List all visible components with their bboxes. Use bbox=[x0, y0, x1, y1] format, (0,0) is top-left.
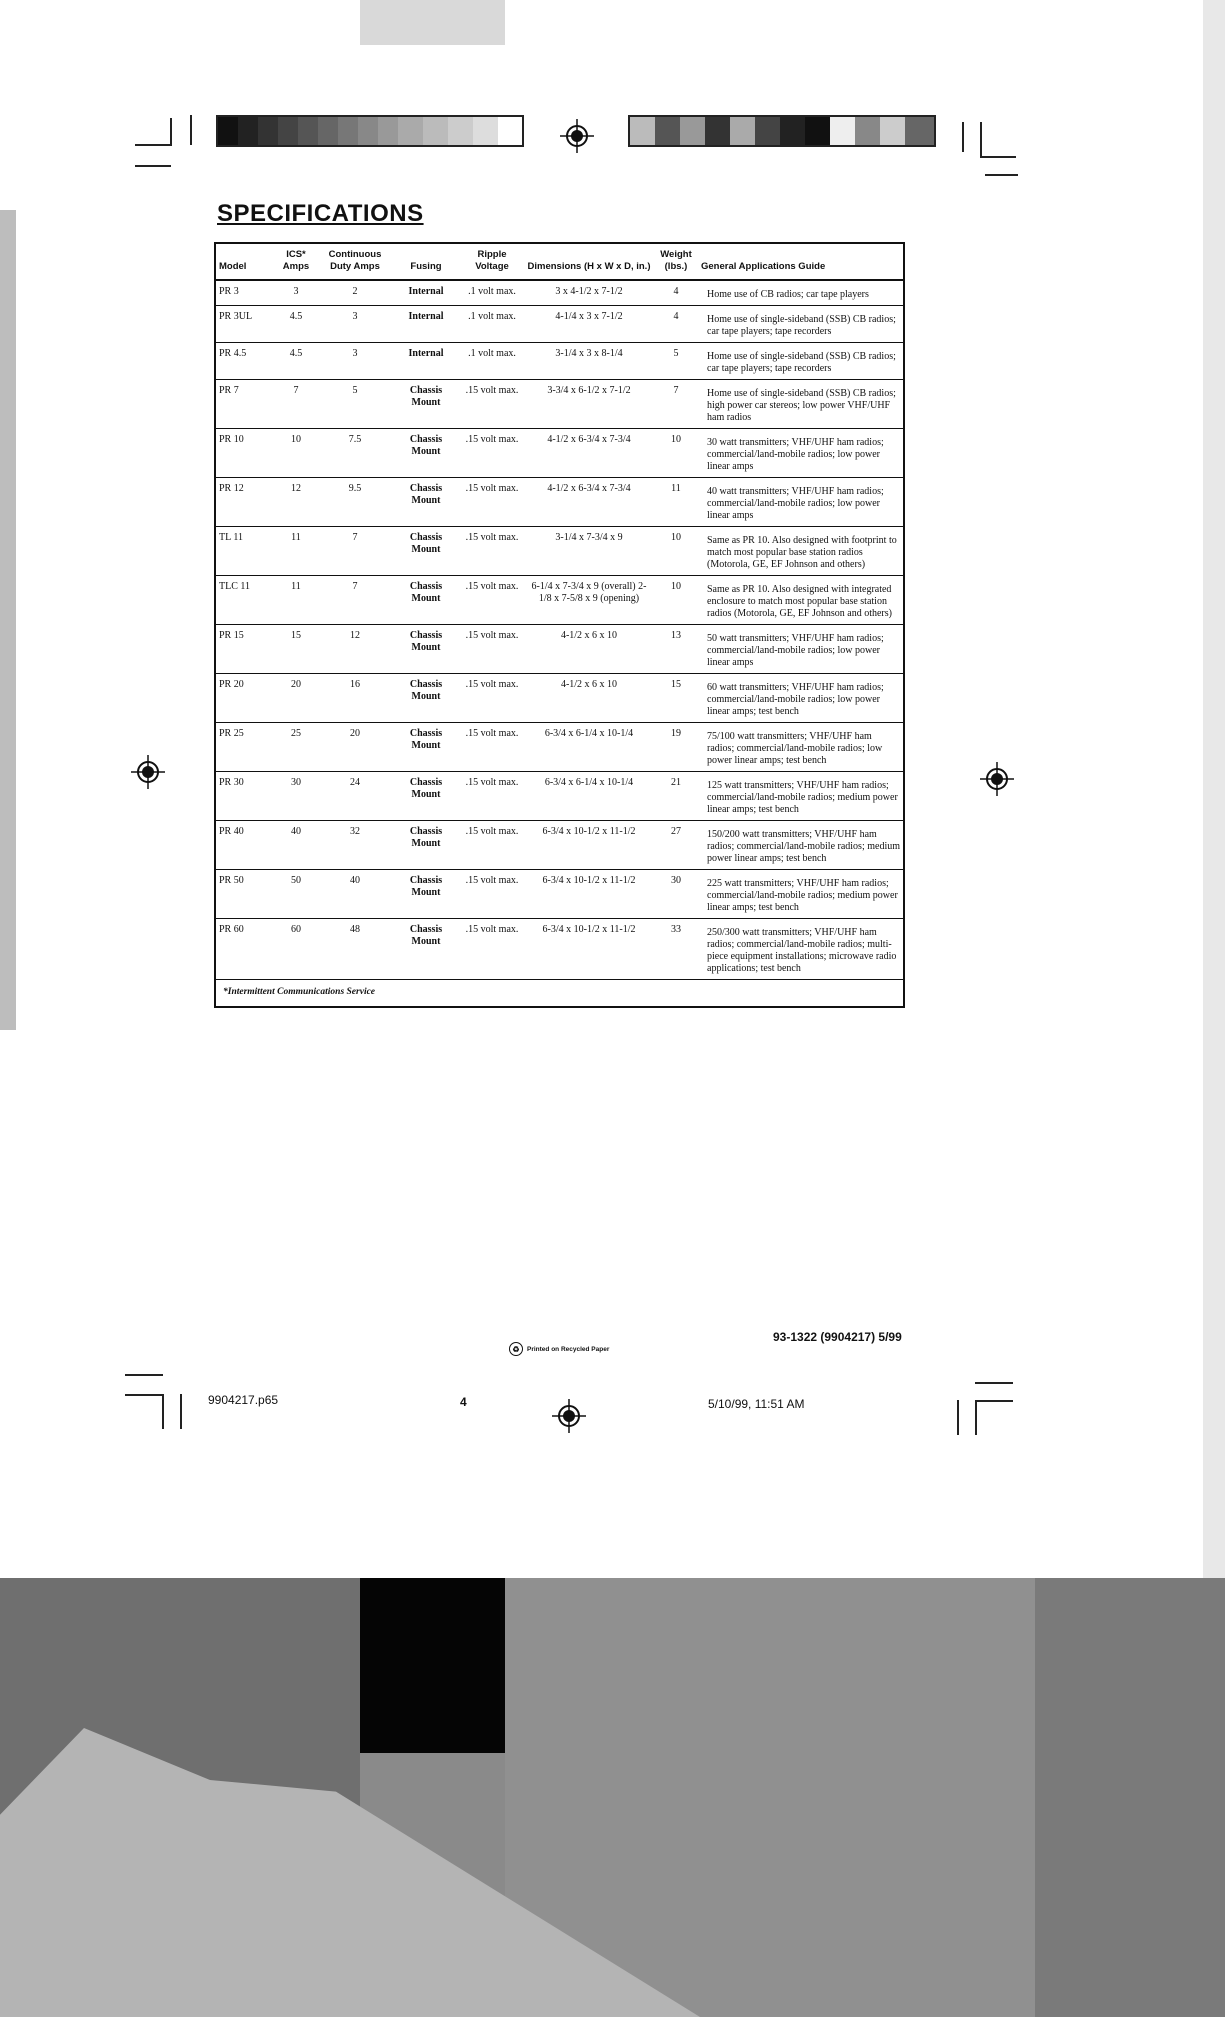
crop-mark bbox=[162, 1394, 164, 1429]
table-cell-dimensions: 4-1/2 x 6 x 10 bbox=[524, 625, 654, 674]
table-cell-dimensions: 3-3/4 x 6-1/2 x 7-1/2 bbox=[524, 380, 654, 429]
table-cell-ics: 30 bbox=[274, 772, 318, 821]
table-cell-guide: 125 watt transmitters; VHF/UHF ham radios; commercial/land-mobile radios; medium power linear amps; test bench bbox=[698, 772, 904, 821]
table-cell-ripple: .15 volt max. bbox=[460, 527, 524, 576]
table-cell-continuous: 5 bbox=[318, 380, 392, 429]
table-cell-ripple: .15 volt max. bbox=[460, 380, 524, 429]
table-cell-continuous: 24 bbox=[318, 772, 392, 821]
table-cell-dimensions: 4-1/2 x 6-3/4 x 7-3/4 bbox=[524, 478, 654, 527]
crop-mark bbox=[975, 1400, 977, 1435]
scanner-background bbox=[0, 1578, 1225, 2017]
crop-mark bbox=[170, 118, 172, 146]
table-cell-fusing: Internal bbox=[392, 343, 460, 380]
table-cell-weight: 15 bbox=[654, 674, 698, 723]
table-cell-ics: 60 bbox=[274, 919, 318, 980]
table-cell-guide: 60 watt transmitters; VHF/UHF ham radios; commercial/land-mobile radios; low power linear amps; test bench bbox=[698, 674, 904, 723]
column-header: Ripple Voltage bbox=[460, 243, 524, 280]
table-cell-continuous: 9.5 bbox=[318, 478, 392, 527]
crop-mark bbox=[980, 156, 1016, 158]
table-cell-continuous: 16 bbox=[318, 674, 392, 723]
table-cell-weight: 10 bbox=[654, 429, 698, 478]
table-cell-fusing: Chassis Mount bbox=[392, 821, 460, 870]
page-edge-right bbox=[1203, 0, 1225, 1578]
table-cell-weight: 7 bbox=[654, 380, 698, 429]
table-cell-model: PR 12 bbox=[215, 478, 274, 527]
table-cell-ics: 50 bbox=[274, 870, 318, 919]
crop-mark bbox=[135, 144, 171, 146]
page-edge-left bbox=[0, 210, 16, 1030]
table-cell-weight: 10 bbox=[654, 527, 698, 576]
table-cell-ripple: .1 volt max. bbox=[460, 280, 524, 306]
page-title: SPECIFICATIONS bbox=[217, 200, 424, 227]
crop-mark bbox=[980, 122, 982, 158]
footnote: *Intermittent Communications Service bbox=[223, 987, 376, 997]
table-cell-fusing: Internal bbox=[392, 306, 460, 343]
table-cell-continuous: 7 bbox=[318, 576, 392, 625]
table-cell-continuous: 12 bbox=[318, 625, 392, 674]
table-cell-dimensions: 4-1/2 x 6-3/4 x 7-3/4 bbox=[524, 429, 654, 478]
column-header: Fusing bbox=[392, 243, 460, 280]
table-cell-guide: 40 watt transmitters; VHF/UHF ham radios; commercial/land-mobile radios; low power linear amps bbox=[698, 478, 904, 527]
table-cell-fusing: Chassis Mount bbox=[392, 674, 460, 723]
table-cell-dimensions: 6-3/4 x 6-1/4 x 10-1/4 bbox=[524, 723, 654, 772]
table-row bbox=[215, 478, 904, 527]
table-row bbox=[215, 306, 904, 343]
table-cell-model: PR 4.5 bbox=[215, 343, 274, 380]
table-cell-continuous: 7 bbox=[318, 527, 392, 576]
table-cell-model: TLC 11 bbox=[215, 576, 274, 625]
table-cell-ripple: .1 volt max. bbox=[460, 343, 524, 380]
table-cell-guide: Home use of single-sideband (SSB) CB radios; car tape players; tape recorders bbox=[698, 343, 904, 380]
table-row bbox=[215, 870, 904, 919]
column-header: Weight (lbs.) bbox=[654, 243, 698, 280]
table-cell-weight: 21 bbox=[654, 772, 698, 821]
table-cell-model: PR 30 bbox=[215, 772, 274, 821]
table-cell-ripple: .15 volt max. bbox=[460, 674, 524, 723]
table-cell-dimensions: 3-1/4 x 7-3/4 x 9 bbox=[524, 527, 654, 576]
table-cell-dimensions: 3-1/4 x 3 x 8-1/4 bbox=[524, 343, 654, 380]
table-cell-dimensions: 6-3/4 x 10-1/2 x 11-1/2 bbox=[524, 919, 654, 980]
table-cell-guide: Home use of CB radios; car tape players bbox=[698, 280, 904, 306]
table-cell-guide: 50 watt transmitters; VHF/UHF ham radios; commercial/land-mobile radios; low power linear amps bbox=[698, 625, 904, 674]
table-cell-dimensions: 6-3/4 x 10-1/2 x 11-1/2 bbox=[524, 821, 654, 870]
table-row bbox=[215, 723, 904, 772]
table-row bbox=[215, 380, 904, 429]
table-cell-continuous: 20 bbox=[318, 723, 392, 772]
recycle-icon: ♻ bbox=[509, 1342, 523, 1356]
crop-mark bbox=[975, 1382, 1013, 1384]
table-row bbox=[215, 772, 904, 821]
table-cell-guide: Home use of single-sideband (SSB) CB radios; car tape players; tape recorders bbox=[698, 306, 904, 343]
table-cell-model: PR 3UL bbox=[215, 306, 274, 343]
table-row bbox=[215, 625, 904, 674]
table-row bbox=[215, 343, 904, 380]
table-cell-ics: 15 bbox=[274, 625, 318, 674]
crop-mark bbox=[125, 1374, 163, 1376]
table-cell-ripple: .15 volt max. bbox=[460, 821, 524, 870]
table-cell-weight: 33 bbox=[654, 919, 698, 980]
table-cell-guide: 250/300 watt transmitters; VHF/UHF ham radios; commercial/land-mobile radios; multi-piece equipment installations; microwave radio applications; test bench bbox=[698, 919, 904, 980]
table-cell-model: PR 3 bbox=[215, 280, 274, 306]
table-cell-fusing: Chassis Mount bbox=[392, 478, 460, 527]
table-cell-dimensions: 3 x 4-1/2 x 7-1/2 bbox=[524, 280, 654, 306]
table-cell-ics: 12 bbox=[274, 478, 318, 527]
table-row bbox=[215, 919, 904, 980]
page-number: 4 bbox=[460, 1395, 467, 1409]
recycled-note bbox=[509, 1342, 609, 1356]
table-cell-ics: 3 bbox=[274, 280, 318, 306]
table-cell-dimensions: 6-1/4 x 7-3/4 x 9 (overall) 2-1/8 x 7-5/8 x 9 (opening) bbox=[524, 576, 654, 625]
table-row bbox=[215, 429, 904, 478]
table-cell-weight: 27 bbox=[654, 821, 698, 870]
table-cell-model: PR 60 bbox=[215, 919, 274, 980]
table-cell-ripple: .15 volt max. bbox=[460, 429, 524, 478]
table-cell-weight: 19 bbox=[654, 723, 698, 772]
table-cell-guide: 75/100 watt transmitters; VHF/UHF ham radios; commercial/land-mobile radios; low power linear amps; test bench bbox=[698, 723, 904, 772]
table-cell-ics: 11 bbox=[274, 527, 318, 576]
crop-mark bbox=[180, 1394, 182, 1429]
table-cell-ripple: .15 volt max. bbox=[460, 625, 524, 674]
scan-smudge bbox=[360, 0, 505, 45]
registration-mark-icon bbox=[131, 755, 165, 789]
table-cell-model: PR 50 bbox=[215, 870, 274, 919]
crop-mark bbox=[962, 122, 964, 152]
table-cell-ics: 7 bbox=[274, 380, 318, 429]
table-cell-fusing: Chassis Mount bbox=[392, 429, 460, 478]
table-cell-model: PR 7 bbox=[215, 380, 274, 429]
table-cell-guide: 225 watt transmitters; VHF/UHF ham radios; commercial/land-mobile radios; medium power linear amps; test bench bbox=[698, 870, 904, 919]
timestamp: 5/10/99, 11:51 AM bbox=[708, 1397, 805, 1411]
crop-mark bbox=[125, 1394, 163, 1396]
table-cell-ics: 4.5 bbox=[274, 306, 318, 343]
table-cell-weight: 10 bbox=[654, 576, 698, 625]
table-cell-continuous: 3 bbox=[318, 343, 392, 380]
table-row bbox=[215, 821, 904, 870]
table-cell-ics: 10 bbox=[274, 429, 318, 478]
registration-mark-icon bbox=[980, 762, 1014, 796]
table-cell-fusing: Chassis Mount bbox=[392, 625, 460, 674]
table-cell-continuous: 32 bbox=[318, 821, 392, 870]
file-name: 9904217.p65 bbox=[208, 1393, 279, 1407]
registration-mark-icon bbox=[560, 119, 594, 153]
table-cell-model: PR 10 bbox=[215, 429, 274, 478]
table-cell-guide: 150/200 watt transmitters; VHF/UHF ham radios; commercial/land-mobile radios; medium power linear amps; test bench bbox=[698, 821, 904, 870]
crop-mark bbox=[975, 1400, 1013, 1402]
column-header: ICS* Amps bbox=[274, 243, 318, 280]
table-cell-ripple: .15 volt max. bbox=[460, 870, 524, 919]
crop-mark bbox=[135, 165, 171, 167]
table-cell-continuous: 7.5 bbox=[318, 429, 392, 478]
crop-mark bbox=[957, 1400, 959, 1435]
table-row bbox=[215, 576, 904, 625]
column-header: Continuous Duty Amps bbox=[318, 243, 392, 280]
table-cell-ics: 40 bbox=[274, 821, 318, 870]
table-cell-weight: 4 bbox=[654, 306, 698, 343]
table-header-row bbox=[215, 243, 904, 280]
table-cell-weight: 11 bbox=[654, 478, 698, 527]
table-cell-model: TL 11 bbox=[215, 527, 274, 576]
table-cell-weight: 4 bbox=[654, 280, 698, 306]
table-cell-ics: 25 bbox=[274, 723, 318, 772]
table-cell-model: PR 15 bbox=[215, 625, 274, 674]
specifications-table bbox=[214, 242, 905, 1008]
table-cell-ripple: .15 volt max. bbox=[460, 576, 524, 625]
table-cell-fusing: Chassis Mount bbox=[392, 723, 460, 772]
table-cell-ripple: .15 volt max. bbox=[460, 919, 524, 980]
color-bar-right bbox=[628, 115, 936, 147]
table-cell-dimensions: 4-1/2 x 6 x 10 bbox=[524, 674, 654, 723]
crop-mark bbox=[190, 115, 192, 145]
table-cell-dimensions: 6-3/4 x 6-1/4 x 10-1/4 bbox=[524, 772, 654, 821]
document-code: 93-1322 (9904217) 5/99 bbox=[773, 1330, 902, 1344]
table-cell-continuous: 2 bbox=[318, 280, 392, 306]
table-cell-ics: 20 bbox=[274, 674, 318, 723]
table-cell-fusing: Chassis Mount bbox=[392, 772, 460, 821]
table-cell-fusing: Chassis Mount bbox=[392, 870, 460, 919]
table-cell-ics: 4.5 bbox=[274, 343, 318, 380]
table-cell-ics: 11 bbox=[274, 576, 318, 625]
table-cell-guide: Same as PR 10. Also designed with integrated enclosure to match most popular base station radios (Motorola, GE, EF Johnson and others) bbox=[698, 576, 904, 625]
registration-mark-icon bbox=[552, 1399, 586, 1433]
table-cell-model: PR 20 bbox=[215, 674, 274, 723]
table-cell-fusing: Chassis Mount bbox=[392, 380, 460, 429]
table-footnote-row bbox=[215, 980, 904, 1008]
table-cell-guide: Same as PR 10. Also designed with footprint to match most popular base station radios (Motorola, GE, EF Johnson and others) bbox=[698, 527, 904, 576]
column-header: Dimensions (H x W x D, in.) bbox=[524, 243, 654, 280]
table-cell-fusing: Chassis Mount bbox=[392, 576, 460, 625]
table-row bbox=[215, 674, 904, 723]
table-cell-continuous: 40 bbox=[318, 870, 392, 919]
table-cell-dimensions: 4-1/4 x 3 x 7-1/2 bbox=[524, 306, 654, 343]
table-cell-guide: Home use of single-sideband (SSB) CB radios; high power car stereos; low power VHF/UHF ham radios bbox=[698, 380, 904, 429]
table-cell-model: PR 40 bbox=[215, 821, 274, 870]
table-body bbox=[215, 280, 904, 980]
color-bar-left bbox=[216, 115, 524, 147]
table-cell-weight: 5 bbox=[654, 343, 698, 380]
table-cell-ripple: .15 volt max. bbox=[460, 478, 524, 527]
table-cell-fusing: Internal bbox=[392, 280, 460, 306]
table-cell-weight: 30 bbox=[654, 870, 698, 919]
table-cell-ripple: .15 volt max. bbox=[460, 772, 524, 821]
table-cell-continuous: 3 bbox=[318, 306, 392, 343]
table-row bbox=[215, 527, 904, 576]
table-cell-ripple: .1 volt max. bbox=[460, 306, 524, 343]
table-row bbox=[215, 280, 904, 306]
table-cell-dimensions: 6-3/4 x 10-1/2 x 11-1/2 bbox=[524, 870, 654, 919]
table-cell-guide: 30 watt transmitters; VHF/UHF ham radios; commercial/land-mobile radios; low power linear amps bbox=[698, 429, 904, 478]
table-cell-fusing: Chassis Mount bbox=[392, 919, 460, 980]
table-cell-fusing: Chassis Mount bbox=[392, 527, 460, 576]
recycled-label: Printed on Recycled Paper bbox=[527, 1345, 610, 1353]
column-header: General Applications Guide bbox=[698, 243, 904, 280]
column-header: Model bbox=[215, 243, 274, 280]
table-cell-ripple: .15 volt max. bbox=[460, 723, 524, 772]
table-cell-model: PR 25 bbox=[215, 723, 274, 772]
table-cell-weight: 13 bbox=[654, 625, 698, 674]
crop-mark bbox=[985, 174, 1018, 176]
table-cell-continuous: 48 bbox=[318, 919, 392, 980]
